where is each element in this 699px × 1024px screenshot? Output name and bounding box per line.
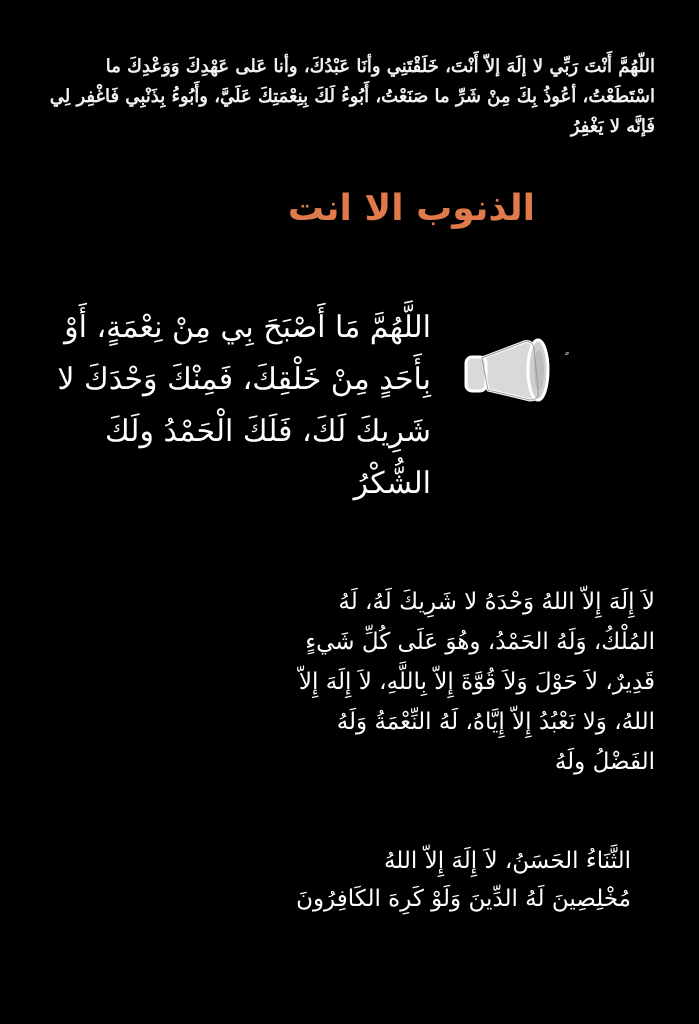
sayyid-istighfar-text: اللّهُمَّ أَنْتَ رَبِّي لا إلَهَ إلاّ أَنْتَ، خَلَقْتَنِي وأنَا عَبْدُكَ، وأنا عَلى عَهْدِكَ وَوَعْدِكَ ما اسْتَطَعْتُ، أعُوذُ بِكَ مِنْ شَرِّ ما صَنَعْتُ، أَبُوءُ لَكَ بِنِعْمَتِكَ عَلَيَّ، وأَبُوءُ بِذَنْبِي فَاغْفِر لِي فَإنَّه لا يَغْفِرُ (49, 56, 655, 137)
thana-line-2: مُخْلِصِينَ لَهُ الدِّينَ وَلَوْ كَرِهَ الكَافِرُونَ (296, 886, 631, 912)
thana-line-1: الثَّنَاءُ الحَسَنُ، لاَ إِلَهَ إِلاّ اللهُ (383, 848, 631, 874)
highlighted-phrase: الذنوب الا انت (287, 188, 535, 229)
megaphone-icon[interactable] (460, 330, 556, 416)
small-diacritic-mark (564, 345, 570, 351)
thana-block (231, 842, 631, 918)
tahlil-text: لاَ إِلَهَ إِلاّ اللهُ وَحْدَهُ لا شَرِيكَ لَهُ، لَهُ المُلْكُ، وَلَهُ الحَمْدُ، وهُوَ عَلَى كُلِّ شَيءٍ قَدِيرٌ، لاَ حَوْلَ وَلاَ قُوَّةَ إِلاّ بِاللَّهِ، لاَ إِلَهَ إِلاّ اللهُ، وَلا نَعْبُدُ إِلاّ إِيَّاهُ، لَهُ النِّعْمَةُ وَلَهُ الفَضْلُ ولَهُ (298, 589, 655, 775)
morning-dhikr-text: اللَّهُمَّ مَا أَصْبَحَ بِي مِنْ نِعْمَةٍ، أَوْ بِأَحَدٍ مِنْ خَلْقِكَ، فَمِنْكَ وَحْدَكَ لا شَرِيكَ لَكَ، فَلَكَ الْحَمْدُ ولَكَ الشُّكْرُ (57, 310, 431, 501)
